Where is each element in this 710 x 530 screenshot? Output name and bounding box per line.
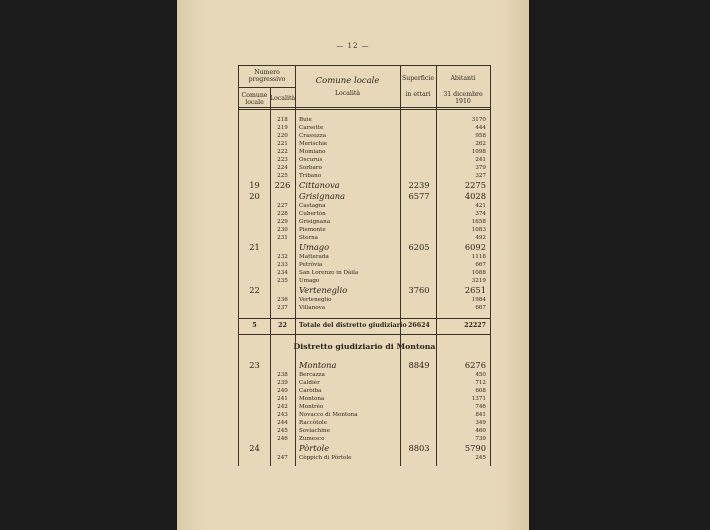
header-split-rule [239,87,295,88]
population: 262 [475,141,486,147]
table-row [239,132,490,140]
place-name: Petròvia [299,262,323,268]
localita-number: 240 [277,388,288,394]
place-name: Sorbaro [299,165,322,171]
place-name: Villanova [299,305,326,311]
population: 349 [475,420,486,426]
comune-row [239,443,490,454]
population: 3170 [471,117,486,123]
header-bottom-rule [239,107,490,108]
localita-number: 222 [277,149,288,155]
place-name: Castagna [299,203,326,209]
population: 2651 [464,285,486,295]
place-name: Umago [299,278,320,284]
localita-number: 224 [277,165,288,171]
comune-number: 23 [249,360,260,370]
population: 1088 [471,270,486,276]
population: 608 [475,388,486,394]
place-name: Caròiba [299,388,322,394]
localita-number: 241 [277,396,288,402]
localita-number: 247 [277,455,288,461]
table-row [239,202,490,210]
place-name: Montona [299,360,337,370]
population: 421 [475,203,486,209]
place-name: Montrèo [299,404,324,410]
table-row [239,210,490,218]
localita-number: 233 [277,262,288,268]
table-row [239,419,490,427]
total-row [239,322,490,330]
localita-number: 218 [277,117,288,123]
localita-number: 220 [277,133,288,139]
area-hectares: 6205 [408,242,430,252]
table-row [239,124,490,132]
table-row [239,371,490,379]
population: 2275 [464,180,486,190]
population: 245 [475,455,486,461]
table-row [239,234,490,242]
table-row [239,218,490,226]
localita-number: 238 [277,372,288,378]
place-name: Bercazza [299,372,325,378]
table-row [239,435,490,443]
localita-number: 226 [274,180,291,190]
table-row [239,387,490,395]
table-row [239,261,490,269]
population: 444 [475,125,486,131]
total-area: 26624 [408,322,430,329]
place-name: Caldièr [299,380,320,386]
comune-number: 21 [249,242,260,252]
place-name: Tribano [299,173,322,179]
place-name: San Lorenzo in Dàila [299,270,359,276]
population: 3219 [471,278,486,284]
place-name: Merischie [299,141,328,147]
place-name: Cubertòn [299,211,326,217]
place-name: Buie [299,117,312,123]
localita-number: 246 [277,436,288,442]
place-name: Soviachine [299,428,330,434]
population: 6092 [464,242,486,252]
table-row [239,427,490,435]
localita-number: 230 [277,227,288,233]
header-comune-locale-sub: Comune locale [241,92,268,106]
comune-row [239,242,490,253]
population: 1083 [471,227,486,233]
header-localita: Località [334,90,361,97]
population: 492 [475,235,486,241]
area-hectares: 6577 [408,191,430,201]
table-row [239,395,490,403]
localita-number: 232 [277,254,288,260]
localita-number: 219 [277,125,288,131]
place-name: Piemonte [299,227,326,233]
population: 379 [475,165,486,171]
localita-number: 243 [277,412,288,418]
localita-number: 225 [277,173,288,179]
localita-number: 228 [277,211,288,217]
localita-number: 229 [277,219,288,225]
table-row [239,140,490,148]
comune-row [239,180,490,191]
comune-number: 24 [249,443,260,453]
localita-number: 242 [277,404,288,410]
population: 5790 [464,443,486,453]
total-population: 22227 [464,322,486,329]
comune-row [239,285,490,296]
population: 739 [475,436,486,442]
population: 4028 [464,191,486,201]
population: 1658 [471,219,486,225]
total-localita-count: 22 [278,322,287,329]
population: 374 [475,211,486,217]
place-name: Zumesco [299,436,325,442]
header-localita-sub: Località [270,95,296,102]
place-name: Umago [299,242,330,252]
total-comuni-count: 5 [252,322,257,329]
population: 460 [475,428,486,434]
book-page [177,0,529,530]
table-row [239,172,490,180]
population: 327 [475,173,486,179]
place-name: Momiano [299,149,326,155]
total-bottom-rule [239,334,490,335]
localita-number: 237 [277,305,288,311]
header-numero-progressivo: Numero progressivo [248,69,286,83]
comune-row [239,191,490,202]
localita-number: 244 [277,420,288,426]
population: 450 [475,372,486,378]
comune-row [239,360,490,371]
place-name: Montona [299,396,325,402]
header-census-date: 31 dicembre 1910 [443,91,483,105]
table-row [239,411,490,419]
population: 841 [475,412,486,418]
localita-number: 234 [277,270,288,276]
total-label: Totale del distretto giudiziario [299,322,407,329]
population: 1118 [471,254,486,260]
table-row [239,164,490,172]
place-name: Oscurus [299,157,323,163]
table-row [239,454,490,462]
localita-number: 227 [277,203,288,209]
place-name: Novacco di Montona [299,412,358,418]
localita-number: 235 [277,278,288,284]
table-row [239,269,490,277]
area-hectares: 8803 [408,443,430,453]
place-name: Verteneglio [299,285,348,295]
localita-number: 236 [277,297,288,303]
population: 1984 [471,297,486,303]
area-hectares: 2239 [408,180,430,190]
header-abitanti: Abitanti [450,75,476,82]
page-number: — 12 — [336,42,370,50]
localita-number: 231 [277,235,288,241]
table-row [239,379,490,387]
place-name: Cittanova [299,180,340,190]
population: 712 [475,380,486,386]
table-row [239,296,490,304]
area-hectares: 8849 [408,360,430,370]
table-row [239,253,490,261]
place-name: Verteneglio [299,297,332,303]
header-in-ettari: in ettari [405,91,431,98]
localita-number: 221 [277,141,288,147]
place-name: Crassizza [299,133,327,139]
table-row [239,148,490,156]
total-top-rule [239,318,490,319]
table-row [239,304,490,312]
header-superficie: Superficie [401,75,435,82]
place-name: Grisignana [299,219,331,225]
table-row [239,156,490,164]
localita-number: 223 [277,157,288,163]
place-name: Raccòtole [299,420,328,426]
population: 1371 [471,396,486,402]
table-row [239,116,490,124]
header-comune-locale: Comune locale [315,76,380,86]
localita-number: 245 [277,428,288,434]
population: 746 [475,404,486,410]
district-heading: Distretto giudiziario di Montona [293,342,436,351]
population: 1098 [471,149,486,155]
comune-number: 22 [249,285,260,295]
header-bottom-rule-2 [239,109,490,110]
comune-number: 20 [249,191,260,201]
table-row [239,226,490,234]
population: 667 [475,262,486,268]
place-name: Pòrtole [299,443,330,453]
localita-number: 239 [277,380,288,386]
comune-number: 19 [249,180,260,190]
population: 667 [475,305,486,311]
place-name: Sterna [299,235,319,241]
population: 241 [475,157,486,163]
place-name: Grisignana [299,191,346,201]
table-row [239,277,490,285]
place-name: Carsette [299,125,324,131]
population: 958 [475,133,486,139]
population: 6276 [464,360,486,370]
area-hectares: 3760 [408,285,430,295]
place-name: Cèppich di Pòrtole [299,455,352,461]
place-name: Matterada [299,254,329,260]
table-row [239,403,490,411]
census-table [238,65,491,466]
